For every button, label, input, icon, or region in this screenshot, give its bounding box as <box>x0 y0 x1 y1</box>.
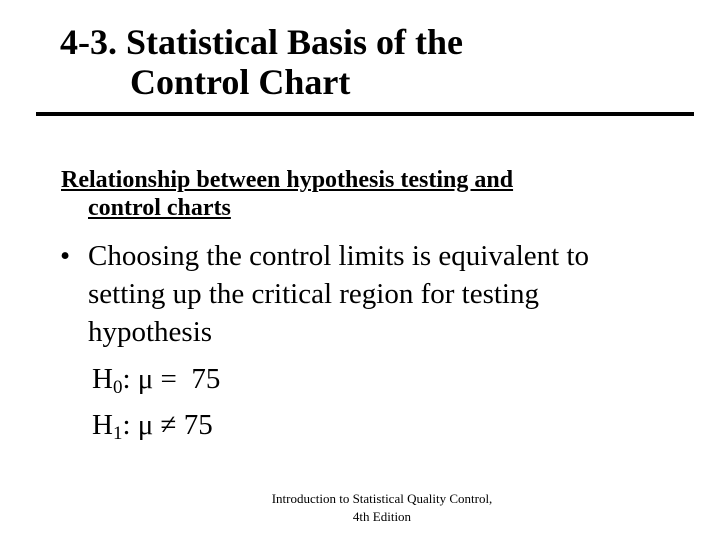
section-subheading <box>61 166 513 222</box>
slide-title-line-2: Control Chart <box>130 62 351 102</box>
bullet-line-2: setting up the critical region for testing <box>88 278 539 310</box>
subheading-line-1: Relationship between hypothesis testing and <box>61 167 514 193</box>
alternative-hypothesis <box>92 408 213 442</box>
alternative-hypothesis-subscript: 1 <box>112 423 123 444</box>
bullet-marker: • <box>60 240 71 272</box>
bullet-point <box>60 237 589 351</box>
null-hypothesis-subscript: 0 <box>112 377 123 398</box>
slide-title <box>60 22 463 102</box>
bullet-line-3: hypothesis <box>88 316 213 348</box>
alternative-hypothesis-letter: H <box>92 409 113 441</box>
footer-line-2: 4th Edition <box>352 509 412 524</box>
null-hypothesis-statement: : μ = 75 <box>122 363 221 395</box>
slide-footer <box>260 490 504 526</box>
title-divider <box>36 112 694 116</box>
alternative-hypothesis-statement: : μ ≠ 75 <box>122 409 213 441</box>
null-hypothesis <box>92 362 220 396</box>
subheading-line-2: control charts <box>88 195 231 221</box>
bullet-line-1: Choosing the control limits is equivalent to <box>88 240 590 272</box>
slide-title-line-1: 4-3. Statistical Basis of the <box>60 22 463 62</box>
footer-line-1: Introduction to Statistical Quality Control, <box>271 491 493 506</box>
null-hypothesis-letter: H <box>92 363 113 395</box>
